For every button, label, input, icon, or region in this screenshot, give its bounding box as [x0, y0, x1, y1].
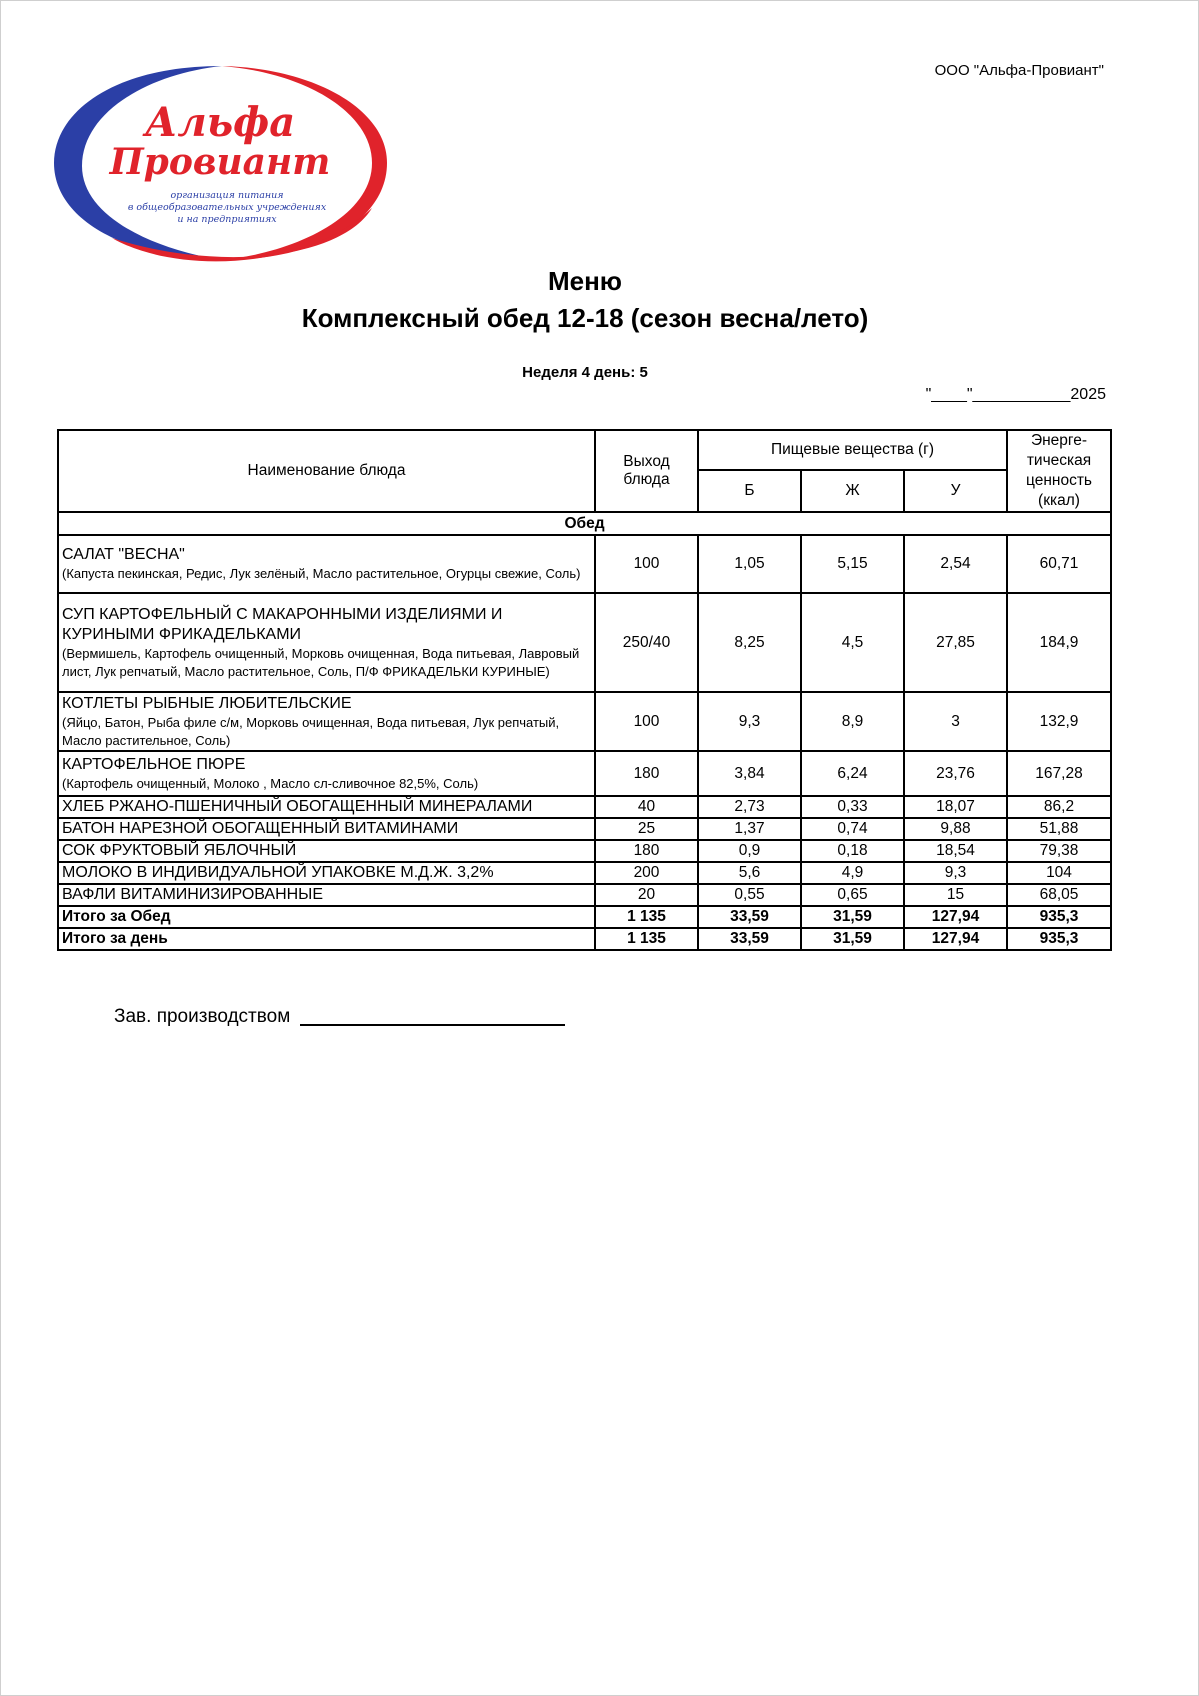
- dish-name: СОК ФРУКТОВЫЙ ЯБЛОЧНЫЙ: [62, 842, 297, 859]
- cell-yield: 180: [595, 840, 698, 862]
- dish-composition: (Вермишель, Картофель очищенный, Морковь очищенная, Вода питьевая, Лавровый лист, Лук репчатый, Масло растительное, Соль, П/Ф ФРИКАДЕЛЬКИ КУРИНЫЕ): [62, 645, 580, 679]
- logo-sub3: и на предприятиях: [177, 214, 277, 225]
- cell-fat: 0,74: [801, 818, 904, 840]
- logo-line2: Провиант: [109, 141, 331, 183]
- dish-cell: [58, 692, 595, 751]
- cell-fat: 4,9: [801, 862, 904, 884]
- dish-name: ХЛЕБ РЖАНО-ПШЕНИЧНЫЙ ОБОГАЩЕННЫЙ МИНЕРАЛАМИ: [62, 798, 533, 815]
- cell-kcal: 86,2: [1007, 796, 1111, 818]
- dish-name: КОТЛЕТЫ РЫБНЫЕ ЛЮБИТЕЛЬСКИЕ: [62, 694, 352, 712]
- cell-carbs: 23,76: [904, 751, 1007, 796]
- table-row: [58, 593, 1111, 692]
- cell-kcal: 79,38: [1007, 840, 1111, 862]
- header-fat: Ж: [801, 470, 904, 512]
- total-label: Итого за день: [58, 928, 595, 950]
- cell-yield: 40: [595, 796, 698, 818]
- table-row: [58, 796, 1111, 818]
- cell-protein: 8,25: [698, 593, 801, 692]
- total-fat: 31,59: [801, 928, 904, 950]
- dish-name: САЛАТ "ВЕСНА": [62, 546, 185, 563]
- header-dish-name: Наименование блюда: [58, 430, 595, 512]
- logo-line1: Альфа: [144, 99, 296, 146]
- cell-protein: 1,37: [698, 818, 801, 840]
- header-nutrients: Пищевые вещества (г): [698, 430, 1007, 470]
- signature-line: [300, 1006, 565, 1026]
- cell-fat: 4,5: [801, 593, 904, 692]
- cell-protein: 2,73: [698, 796, 801, 818]
- cell-fat: 8,9: [801, 692, 904, 751]
- cell-fat: 6,24: [801, 751, 904, 796]
- dish-name: КАРТОФЕЛЬНОЕ ПЮРЕ: [62, 755, 246, 773]
- logo-sub2: в общеобразовательных учреждениях: [127, 202, 327, 213]
- total-protein: 33,59: [698, 906, 801, 928]
- cell-carbs: 3: [904, 692, 1007, 751]
- menu-body: [58, 512, 1111, 950]
- company-logo: [52, 58, 392, 268]
- cell-kcal: 132,9: [1007, 692, 1111, 751]
- company-name: ООО "Альфа-Провиант": [934, 62, 1104, 79]
- dish-composition: (Капуста пекинская, Редис, Лук зелёный, Масло растительное, Огурцы свежие, Соль): [62, 566, 581, 581]
- table-row: [58, 818, 1111, 840]
- cell-yield: 100: [595, 692, 698, 751]
- header-energy: Энерге-тическая ценность (ккал): [1007, 430, 1111, 512]
- cell-carbs: 18,54: [904, 840, 1007, 862]
- cell-yield: 20: [595, 884, 698, 906]
- dish-name: БАТОН НАРЕЗНОЙ ОБОГАЩЕННЫЙ ВИТАМИНАМИ: [62, 820, 459, 837]
- table-row: [58, 840, 1111, 862]
- dish-cell: [58, 862, 595, 884]
- cell-protein: 9,3: [698, 692, 801, 751]
- dish-cell: [58, 751, 595, 796]
- total-row: [58, 928, 1111, 950]
- total-fat: 31,59: [801, 906, 904, 928]
- cell-yield: 200: [595, 862, 698, 884]
- dish-cell: [58, 593, 595, 692]
- cell-carbs: 18,07: [904, 796, 1007, 818]
- menu-table: [57, 429, 1112, 951]
- signature-block: [114, 1006, 565, 1028]
- cell-carbs: 15: [904, 884, 1007, 906]
- cell-fat: 0,18: [801, 840, 904, 862]
- dish-cell: [58, 796, 595, 818]
- header-yield: Выход блюда: [595, 430, 698, 512]
- dish-composition: (Яйцо, Батон, Рыба филе с/м, Морковь очищенная, Вода питьевая, Лук репчатый, Масло растительное, Соль): [62, 714, 560, 748]
- cell-kcal: 60,71: [1007, 535, 1111, 593]
- cell-protein: 0,9: [698, 840, 801, 862]
- cell-carbs: 27,85: [904, 593, 1007, 692]
- table-row: [58, 751, 1111, 796]
- total-protein: 33,59: [698, 928, 801, 950]
- cell-kcal: 167,28: [1007, 751, 1111, 796]
- cell-yield: 250/40: [595, 593, 698, 692]
- total-yield: 1 135: [595, 928, 698, 950]
- section-row: [58, 512, 1111, 535]
- cell-protein: 1,05: [698, 535, 801, 593]
- cell-yield: 180: [595, 751, 698, 796]
- date-line: "____"___________2025: [925, 386, 1106, 403]
- dish-cell: [58, 884, 595, 906]
- header-protein: Б: [698, 470, 801, 512]
- table-row: [58, 692, 1111, 751]
- logo-sub1: организация питания: [170, 190, 284, 201]
- cell-yield: 100: [595, 535, 698, 593]
- total-kcal: 935,3: [1007, 928, 1111, 950]
- page-title: Меню: [547, 266, 623, 296]
- cell-carbs: 9,88: [904, 818, 1007, 840]
- dish-cell: [58, 840, 595, 862]
- signature-label: Зав. производством: [114, 1006, 291, 1027]
- cell-carbs: 2,54: [904, 535, 1007, 593]
- total-yield: 1 135: [595, 906, 698, 928]
- cell-protein: 5,6: [698, 862, 801, 884]
- cell-protein: 0,55: [698, 884, 801, 906]
- dish-name: МОЛОКО В ИНДИВИДУАЛЬНОЙ УПАКОВКЕ М.Д.Ж. 3,2%: [62, 864, 494, 881]
- section-label: Обед: [58, 512, 1111, 535]
- cell-carbs: 9,3: [904, 862, 1007, 884]
- total-carbs: 127,94: [904, 906, 1007, 928]
- cell-fat: 0,33: [801, 796, 904, 818]
- total-kcal: 935,3: [1007, 906, 1111, 928]
- dish-composition: (Картофель очищенный, Молоко , Масло сл-сливочное 82,5%, Соль): [62, 775, 479, 791]
- cell-kcal: 184,9: [1007, 593, 1111, 692]
- dish-cell: [58, 818, 595, 840]
- cell-kcal: 68,05: [1007, 884, 1111, 906]
- dish-name: ВАФЛИ ВИТАМИНИЗИРОВАННЫЕ: [62, 886, 324, 903]
- page-subtitle: Комплексный обед 12-18 (сезон весна/лето): [301, 303, 869, 333]
- cell-kcal: 104: [1007, 862, 1111, 884]
- header-carbs: У: [904, 470, 1007, 512]
- cell-protein: 3,84: [698, 751, 801, 796]
- total-carbs: 127,94: [904, 928, 1007, 950]
- total-label: Итого за Обед: [58, 906, 595, 928]
- dish-name: СУП КАРТОФЕЛЬНЫЙ С МАКАРОННЫМИ ИЗДЕЛИЯМИ И КУРИНЫМИ ФРИКАДЕЛЬКАМИ: [62, 605, 503, 643]
- cell-fat: 0,65: [801, 884, 904, 906]
- table-row: [58, 862, 1111, 884]
- week-day: Неделя 4 день: 5: [522, 364, 648, 381]
- table-row: [58, 535, 1111, 593]
- cell-kcal: 51,88: [1007, 818, 1111, 840]
- total-row: [58, 906, 1111, 928]
- cell-fat: 5,15: [801, 535, 904, 593]
- table-row: [58, 884, 1111, 906]
- cell-yield: 25: [595, 818, 698, 840]
- dish-cell: [58, 535, 595, 593]
